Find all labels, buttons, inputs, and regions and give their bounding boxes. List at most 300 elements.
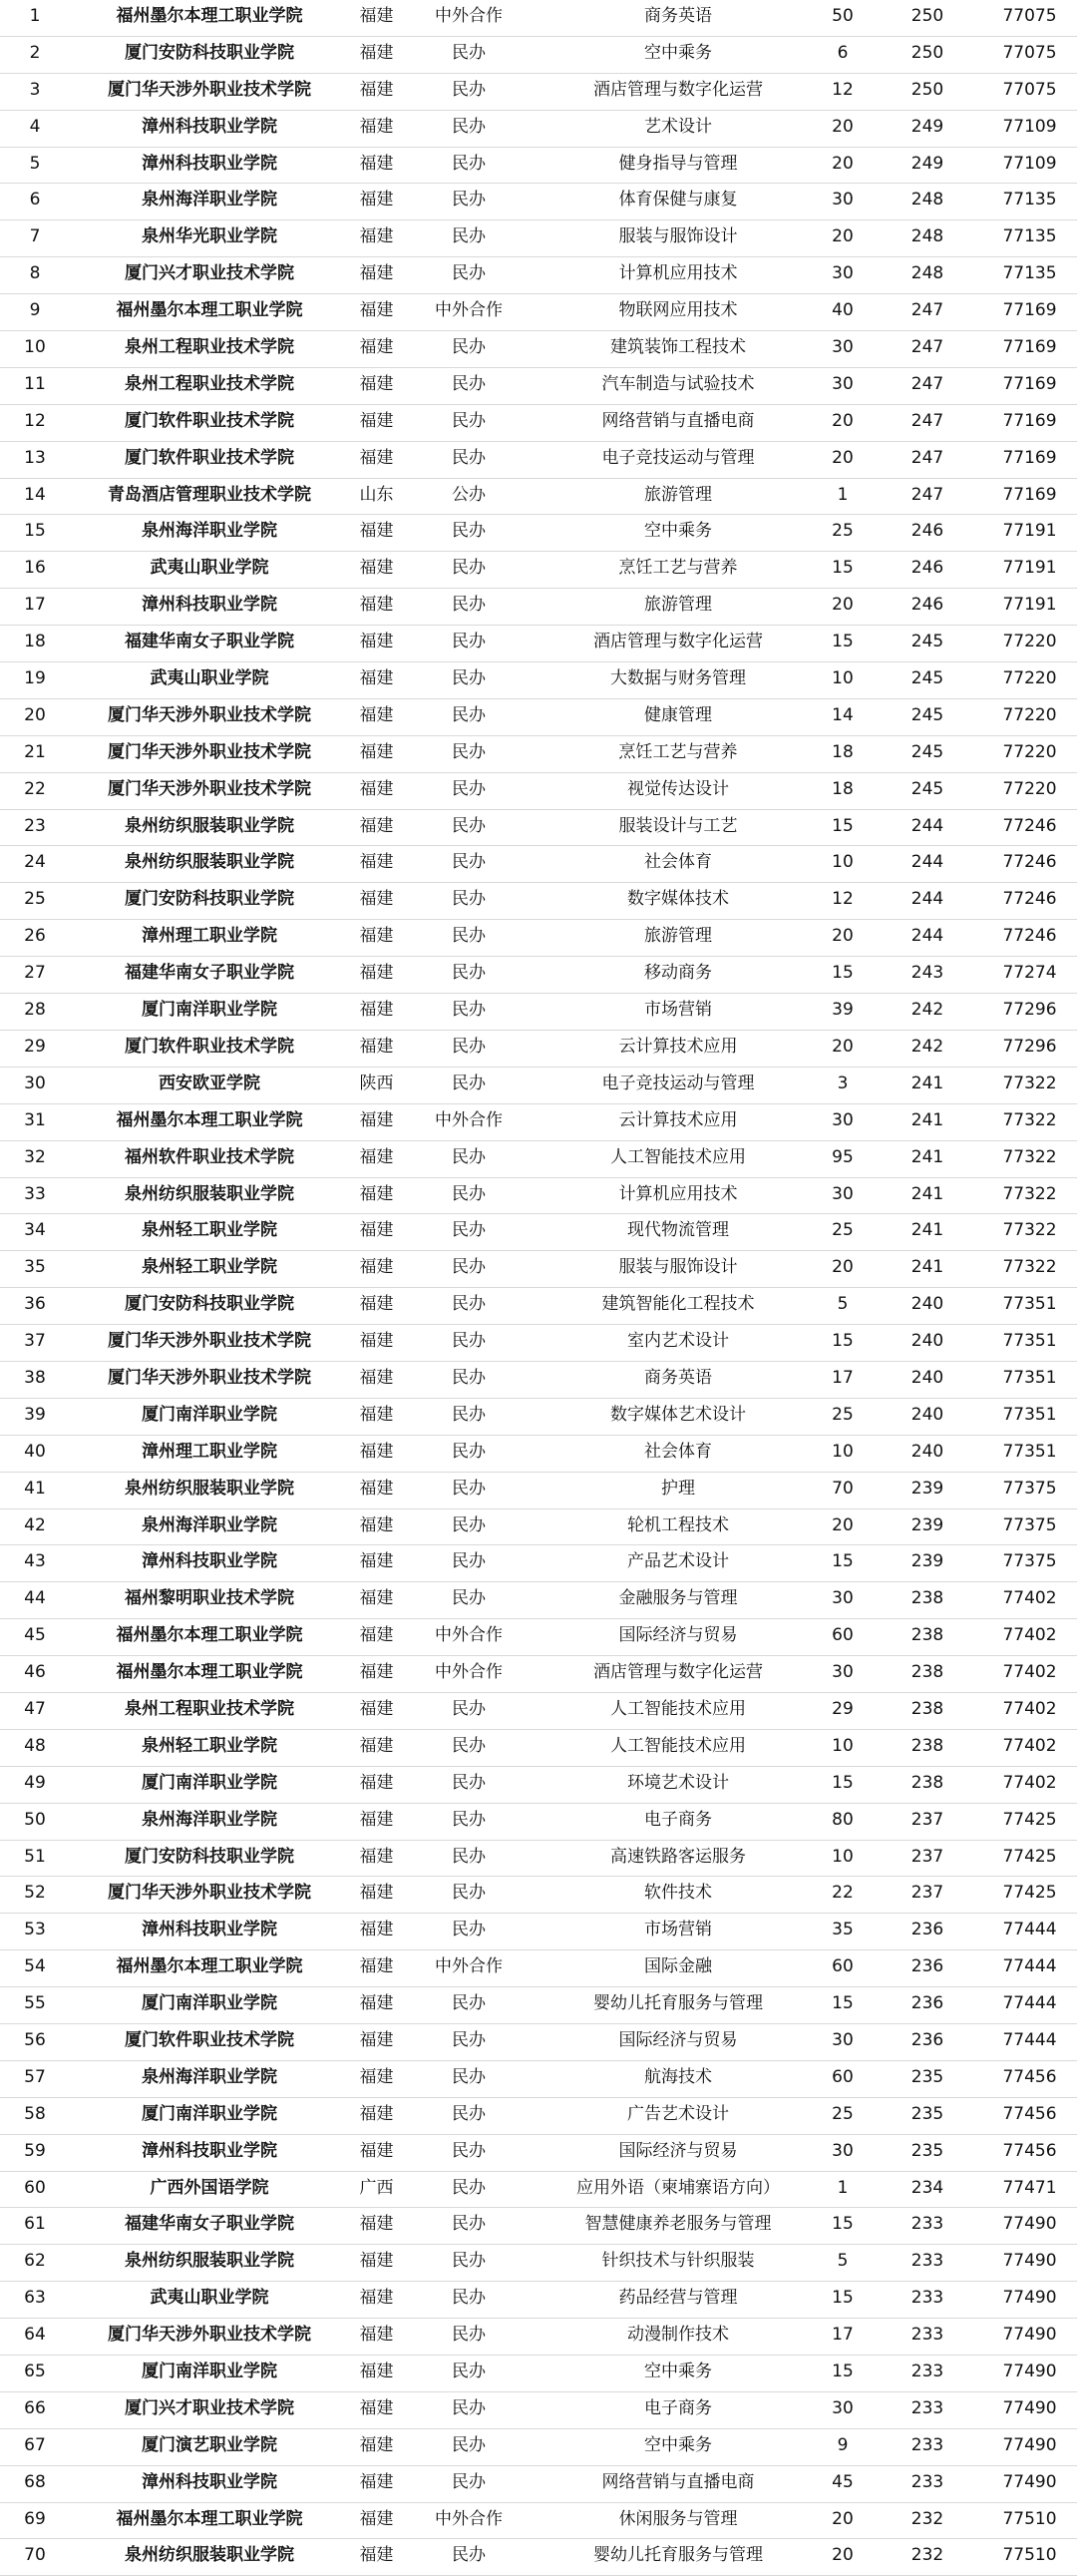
position-cell: 77510 [1002, 2508, 1057, 2529]
table-row [0, 37, 1077, 74]
province-cell: 广西 [359, 2177, 394, 2198]
rank-cell: 46 [24, 1662, 46, 1683]
major-cell: 烹饪工艺与营养 [618, 741, 738, 762]
rank-cell: 39 [24, 1404, 46, 1425]
position-cell: 77191 [1002, 521, 1057, 542]
position-cell: 77351 [1002, 1331, 1057, 1352]
plan-count-cell: 25 [832, 1404, 854, 1425]
plan-count-cell: 30 [832, 2140, 854, 2161]
province-cell: 福建 [359, 963, 394, 984]
score-cell: 238 [910, 1735, 944, 1756]
rank-cell: 13 [24, 447, 46, 468]
plan-count-cell: 50 [832, 6, 854, 26]
school-cell: 漳州科技职业学院 [142, 595, 277, 616]
rank-cell: 53 [24, 1920, 46, 1940]
score-cell: 239 [910, 1478, 944, 1499]
type-cell: 民办 [452, 1404, 486, 1425]
table-row [0, 1473, 1077, 1509]
plan-count-cell: 20 [832, 410, 854, 431]
plan-count-cell: 15 [832, 815, 854, 836]
major-cell: 社会体育 [644, 1441, 712, 1462]
table-row [0, 662, 1077, 699]
major-cell: 烹饪工艺与营养 [618, 558, 738, 579]
major-cell: 人工智能技术应用 [610, 1735, 746, 1756]
major-cell: 金融服务与管理 [618, 1588, 738, 1609]
type-cell: 民办 [452, 1846, 486, 1867]
table-row [0, 1141, 1077, 1178]
rank-cell: 44 [24, 1588, 46, 1609]
rank-cell: 33 [24, 1183, 46, 1204]
major-cell: 动漫制作技术 [627, 2325, 729, 2346]
major-cell: 健身指导与管理 [618, 153, 738, 174]
plan-count-cell: 30 [832, 337, 854, 358]
plan-count-cell: 15 [832, 1772, 854, 1793]
table-row [0, 1619, 1077, 1656]
rank-cell: 1 [29, 6, 41, 26]
position-cell: 77402 [1002, 1625, 1057, 1646]
province-cell: 福建 [359, 1220, 394, 1241]
plan-count-cell: 12 [832, 889, 854, 910]
plan-count-cell: 18 [832, 741, 854, 762]
score-cell: 247 [910, 484, 944, 505]
province-cell: 福建 [359, 704, 394, 725]
school-cell: 漳州科技职业学院 [142, 2140, 277, 2161]
province-cell: 福建 [359, 2508, 394, 2529]
score-cell: 244 [910, 815, 944, 836]
table-row [0, 1178, 1077, 1215]
province-cell: 福建 [359, 42, 394, 63]
province-cell: 福建 [359, 1331, 394, 1352]
school-cell: 厦门安防科技职业学院 [125, 42, 294, 63]
province-cell: 福建 [359, 410, 394, 431]
province-cell: 福建 [359, 2103, 394, 2124]
province-cell: 福建 [359, 632, 394, 652]
school-cell: 泉州华光职业学院 [142, 226, 277, 247]
province-cell: 福建 [359, 2434, 394, 2455]
table-row [0, 2356, 1077, 2392]
rank-cell: 5 [29, 153, 41, 174]
position-cell: 77425 [1002, 1883, 1057, 1904]
score-cell: 243 [910, 963, 944, 984]
major-cell: 电子竞技运动与管理 [601, 447, 755, 468]
position-cell: 77322 [1002, 1220, 1057, 1241]
major-cell: 休闲服务与管理 [618, 2508, 738, 2529]
rank-cell: 63 [24, 2288, 46, 2309]
plan-count-cell: 95 [832, 1146, 854, 1167]
school-cell: 厦门演艺职业学院 [142, 2434, 277, 2455]
plan-count-cell: 39 [832, 1000, 854, 1021]
score-cell: 235 [910, 2066, 944, 2087]
position-cell: 77109 [1002, 153, 1057, 174]
table-row [0, 1288, 1077, 1325]
type-cell: 民办 [452, 1735, 486, 1756]
score-cell: 236 [910, 2029, 944, 2050]
score-cell: 241 [910, 1073, 944, 1093]
position-cell: 77456 [1002, 2066, 1057, 2087]
plan-count-cell: 20 [832, 2545, 854, 2566]
province-cell: 福建 [359, 741, 394, 762]
school-cell: 泉州纺织服装职业学院 [125, 2251, 294, 2272]
major-cell: 酒店管理与数字化运营 [593, 79, 763, 100]
major-cell: 商务英语 [644, 1367, 712, 1388]
school-cell: 武夷山职业学院 [150, 2288, 269, 2309]
position-cell: 77490 [1002, 2471, 1057, 2492]
rank-cell: 26 [24, 926, 46, 947]
score-cell: 240 [910, 1331, 944, 1352]
table-row [0, 552, 1077, 589]
plan-count-cell: 40 [832, 300, 854, 321]
score-cell: 237 [910, 1809, 944, 1830]
score-cell: 239 [910, 1514, 944, 1535]
position-cell: 77510 [1002, 2545, 1057, 2566]
position-cell: 77444 [1002, 1920, 1057, 1940]
plan-count-cell: 20 [832, 447, 854, 468]
table-row [0, 2319, 1077, 2356]
type-cell: 民办 [452, 1772, 486, 1793]
rank-cell: 55 [24, 1993, 46, 2014]
table-row [0, 1399, 1077, 1436]
rank-cell: 40 [24, 1441, 46, 1462]
school-cell: 泉州轻工职业学院 [142, 1735, 277, 1756]
school-cell: 福州墨尔本理工职业学院 [116, 2508, 303, 2529]
type-cell: 民办 [452, 521, 486, 542]
major-cell: 服装设计与工艺 [618, 815, 738, 836]
score-cell: 249 [910, 153, 944, 174]
school-cell: 广西外国语学院 [150, 2177, 269, 2198]
type-cell: 民办 [452, 1809, 486, 1830]
score-cell: 245 [910, 632, 944, 652]
plan-count-cell: 10 [832, 1441, 854, 1462]
type-cell: 民办 [452, 2545, 486, 2566]
type-cell: 民办 [452, 1183, 486, 1204]
major-cell: 健康管理 [644, 704, 712, 725]
score-cell: 241 [910, 1220, 944, 1241]
province-cell: 福建 [359, 1809, 394, 1830]
plan-count-cell: 35 [832, 1920, 854, 1940]
plan-count-cell: 60 [832, 2066, 854, 2087]
type-cell: 民办 [452, 2177, 486, 2198]
province-cell: 福建 [359, 2471, 394, 2492]
type-cell: 民办 [452, 778, 486, 799]
school-cell: 厦门华天涉外职业技术学院 [108, 1331, 311, 1352]
score-cell: 241 [910, 1183, 944, 1204]
school-cell: 青岛酒店管理职业技术学院 [108, 484, 311, 505]
score-cell: 250 [910, 79, 944, 100]
plan-count-cell: 30 [832, 1588, 854, 1609]
major-cell: 体育保健与康复 [618, 190, 738, 211]
type-cell: 中外合作 [435, 300, 503, 321]
rank-cell: 60 [24, 2177, 46, 2198]
type-cell: 民办 [452, 2066, 486, 2087]
province-cell: 福建 [359, 1367, 394, 1388]
table-row [0, 2429, 1077, 2466]
school-cell: 西安欧亚学院 [159, 1073, 260, 1093]
school-cell: 漳州科技职业学院 [142, 1551, 277, 1572]
major-cell: 空中乘务 [644, 2434, 712, 2455]
school-cell: 漳州科技职业学院 [142, 153, 277, 174]
school-cell: 福建华南女子职业学院 [125, 2214, 294, 2235]
plan-count-cell: 20 [832, 153, 854, 174]
score-cell: 239 [910, 1551, 944, 1572]
score-cell: 236 [910, 1920, 944, 1940]
plan-count-cell: 20 [832, 226, 854, 247]
position-cell: 77191 [1002, 558, 1057, 579]
rank-cell: 65 [24, 2361, 46, 2381]
table-row [0, 994, 1077, 1031]
score-cell: 237 [910, 1883, 944, 1904]
type-cell: 公办 [452, 484, 486, 505]
position-cell: 77444 [1002, 1993, 1057, 2014]
score-cell: 247 [910, 337, 944, 358]
major-cell: 高速铁路客运服务 [610, 1846, 746, 1867]
table-row [0, 1325, 1077, 1362]
province-cell: 福建 [359, 373, 394, 394]
province-cell: 福建 [359, 2397, 394, 2418]
school-cell: 厦门安防科技职业学院 [125, 1294, 294, 1315]
score-cell: 238 [910, 1588, 944, 1609]
province-cell: 福建 [359, 2251, 394, 2272]
position-cell: 77402 [1002, 1588, 1057, 1609]
position-cell: 77169 [1002, 447, 1057, 468]
plan-count-cell: 10 [832, 1735, 854, 1756]
table-row [0, 1031, 1077, 1068]
school-cell: 漳州科技职业学院 [142, 116, 277, 137]
rank-cell: 66 [24, 2397, 46, 2418]
major-cell: 社会体育 [644, 852, 712, 873]
major-cell: 婴幼儿托育服务与管理 [593, 2545, 763, 2566]
score-cell: 247 [910, 373, 944, 394]
position-cell: 77169 [1002, 484, 1057, 505]
school-cell: 厦门华天涉外职业技术学院 [108, 1883, 311, 1904]
position-cell: 77322 [1002, 1257, 1057, 1278]
score-cell: 233 [910, 2214, 944, 2235]
position-cell: 77191 [1002, 595, 1057, 616]
type-cell: 民办 [452, 42, 486, 63]
plan-count-cell: 22 [832, 1883, 854, 1904]
school-cell: 厦门华天涉外职业技术学院 [108, 704, 311, 725]
major-cell: 药品经营与管理 [618, 2288, 738, 2309]
type-cell: 民办 [452, 889, 486, 910]
rank-cell: 8 [29, 263, 41, 284]
school-cell: 泉州纺织服装职业学院 [125, 2545, 294, 2566]
table-row [0, 1582, 1077, 1619]
plan-count-cell: 10 [832, 852, 854, 873]
score-cell: 234 [910, 2177, 944, 2198]
score-cell: 244 [910, 852, 944, 873]
position-cell: 77075 [1002, 79, 1057, 100]
plan-count-cell: 20 [832, 116, 854, 137]
score-cell: 233 [910, 2361, 944, 2381]
school-cell: 武夷山职业学院 [150, 558, 269, 579]
score-cell: 240 [910, 1404, 944, 1425]
table-row [0, 1509, 1077, 1546]
table-row [0, 2539, 1077, 2576]
type-cell: 中外合作 [435, 1625, 503, 1646]
table-row [0, 1730, 1077, 1767]
position-cell: 77220 [1002, 741, 1057, 762]
table-row [0, 2245, 1077, 2282]
major-cell: 旅游管理 [644, 926, 712, 947]
position-cell: 77246 [1002, 926, 1057, 947]
table-row [0, 810, 1077, 847]
rank-cell: 70 [24, 2545, 46, 2566]
position-cell: 77169 [1002, 373, 1057, 394]
position-cell: 77490 [1002, 2397, 1057, 2418]
score-cell: 233 [910, 2288, 944, 2309]
major-cell: 数字媒体技术 [627, 889, 729, 910]
type-cell: 民办 [452, 2029, 486, 2050]
plan-count-cell: 20 [832, 926, 854, 947]
score-cell: 245 [910, 778, 944, 799]
rank-cell: 11 [24, 373, 46, 394]
province-cell: 福建 [359, 300, 394, 321]
score-cell: 246 [910, 595, 944, 616]
type-cell: 民办 [452, 1698, 486, 1719]
province-cell: 福建 [359, 595, 394, 616]
province-cell: 福建 [359, 116, 394, 137]
major-cell: 建筑智能化工程技术 [601, 1294, 755, 1315]
province-cell: 福建 [359, 1883, 394, 1904]
province-cell: 山东 [359, 484, 394, 505]
major-cell: 轮机工程技术 [627, 1514, 729, 1535]
province-cell: 福建 [359, 190, 394, 211]
score-cell: 248 [910, 226, 944, 247]
table-row [0, 405, 1077, 442]
rank-cell: 12 [24, 410, 46, 431]
major-cell: 云计算技术应用 [618, 1109, 738, 1130]
school-cell: 厦门华天涉外职业技术学院 [108, 79, 311, 100]
table-row [0, 515, 1077, 552]
score-cell: 236 [910, 1956, 944, 1977]
plan-count-cell: 15 [832, 1331, 854, 1352]
major-cell: 国际经济与贸易 [618, 2140, 738, 2161]
type-cell: 民办 [452, 852, 486, 873]
position-cell: 77490 [1002, 2325, 1057, 2346]
score-cell: 242 [910, 1000, 944, 1021]
table-row [0, 957, 1077, 994]
table-row [0, 920, 1077, 957]
position-cell: 77220 [1002, 778, 1057, 799]
province-cell: 福建 [359, 153, 394, 174]
province-cell: 福建 [359, 1920, 394, 1940]
score-cell: 238 [910, 1625, 944, 1646]
province-cell: 福建 [359, 521, 394, 542]
position-cell: 77351 [1002, 1294, 1057, 1315]
province-cell: 福建 [359, 2325, 394, 2346]
table-row [0, 736, 1077, 773]
table-row [0, 1104, 1077, 1141]
rank-cell: 43 [24, 1551, 46, 1572]
position-cell: 77456 [1002, 2140, 1057, 2161]
position-cell: 77490 [1002, 2288, 1057, 2309]
major-cell: 视觉传达设计 [627, 778, 729, 799]
major-cell: 市场营销 [644, 1920, 712, 1940]
major-cell: 环境艺术设计 [627, 1772, 729, 1793]
score-cell: 250 [910, 42, 944, 63]
rank-cell: 17 [24, 595, 46, 616]
plan-count-cell: 1 [837, 2177, 849, 2198]
position-cell: 77444 [1002, 2029, 1057, 2050]
major-cell: 服装与服饰设计 [618, 226, 738, 247]
rank-cell: 49 [24, 1772, 46, 1793]
major-cell: 婴幼儿托育服务与管理 [593, 1993, 763, 2014]
score-cell: 232 [910, 2545, 944, 2566]
province-cell: 福建 [359, 263, 394, 284]
plan-count-cell: 15 [832, 558, 854, 579]
table-row [0, 2098, 1077, 2135]
rank-cell: 16 [24, 558, 46, 579]
province-cell: 福建 [359, 1993, 394, 2014]
table-row [0, 773, 1077, 810]
table-row [0, 1545, 1077, 1582]
plan-count-cell: 5 [837, 2251, 849, 2272]
position-cell: 77471 [1002, 2177, 1057, 2198]
score-cell: 233 [910, 2397, 944, 2418]
table-row [0, 111, 1077, 148]
score-cell: 250 [910, 6, 944, 26]
position-cell: 77375 [1002, 1478, 1057, 1499]
major-cell: 电子竞技运动与管理 [601, 1073, 755, 1093]
rank-cell: 24 [24, 852, 46, 873]
position-cell: 77169 [1002, 300, 1057, 321]
position-cell: 77444 [1002, 1956, 1057, 1977]
major-cell: 大数据与财务管理 [610, 668, 746, 689]
plan-count-cell: 17 [832, 1367, 854, 1388]
major-cell: 航海技术 [644, 2066, 712, 2087]
type-cell: 民办 [452, 1514, 486, 1535]
position-cell: 77456 [1002, 2103, 1057, 2124]
table-row [0, 1950, 1077, 1987]
school-cell: 福州墨尔本理工职业学院 [116, 1625, 303, 1646]
major-cell: 人工智能技术应用 [610, 1146, 746, 1167]
school-cell: 厦门软件职业技术学院 [125, 2029, 294, 2050]
plan-count-cell: 15 [832, 1993, 854, 2014]
school-cell: 厦门兴才职业技术学院 [125, 263, 294, 284]
major-cell: 网络营销与直播电商 [601, 2471, 755, 2492]
type-cell: 民办 [452, 1294, 486, 1315]
type-cell: 民办 [452, 2434, 486, 2455]
plan-count-cell: 30 [832, 373, 854, 394]
major-cell: 国际经济与贸易 [618, 2029, 738, 2050]
plan-count-cell: 60 [832, 1625, 854, 1646]
type-cell: 民办 [452, 632, 486, 652]
plan-count-cell: 3 [837, 1073, 849, 1093]
rank-cell: 32 [24, 1146, 46, 1167]
table-row [0, 184, 1077, 220]
position-cell: 77246 [1002, 889, 1057, 910]
plan-count-cell: 12 [832, 79, 854, 100]
score-cell: 241 [910, 1257, 944, 1278]
province-cell: 福建 [359, 2288, 394, 2309]
province-cell: 福建 [359, 558, 394, 579]
rank-cell: 42 [24, 1514, 46, 1535]
position-cell: 77322 [1002, 1109, 1057, 1130]
type-cell: 民办 [452, 263, 486, 284]
score-cell: 240 [910, 1294, 944, 1315]
school-cell: 福州墨尔本理工职业学院 [116, 1662, 303, 1683]
table-row [0, 2282, 1077, 2319]
rank-cell: 21 [24, 741, 46, 762]
type-cell: 民办 [452, 373, 486, 394]
plan-count-cell: 10 [832, 1846, 854, 1867]
position-cell: 77402 [1002, 1772, 1057, 1793]
rank-cell: 54 [24, 1956, 46, 1977]
rank-cell: 19 [24, 668, 46, 689]
major-cell: 市场营销 [644, 1000, 712, 1021]
table-row [0, 1251, 1077, 1288]
table-row [0, 626, 1077, 662]
score-cell: 245 [910, 704, 944, 725]
